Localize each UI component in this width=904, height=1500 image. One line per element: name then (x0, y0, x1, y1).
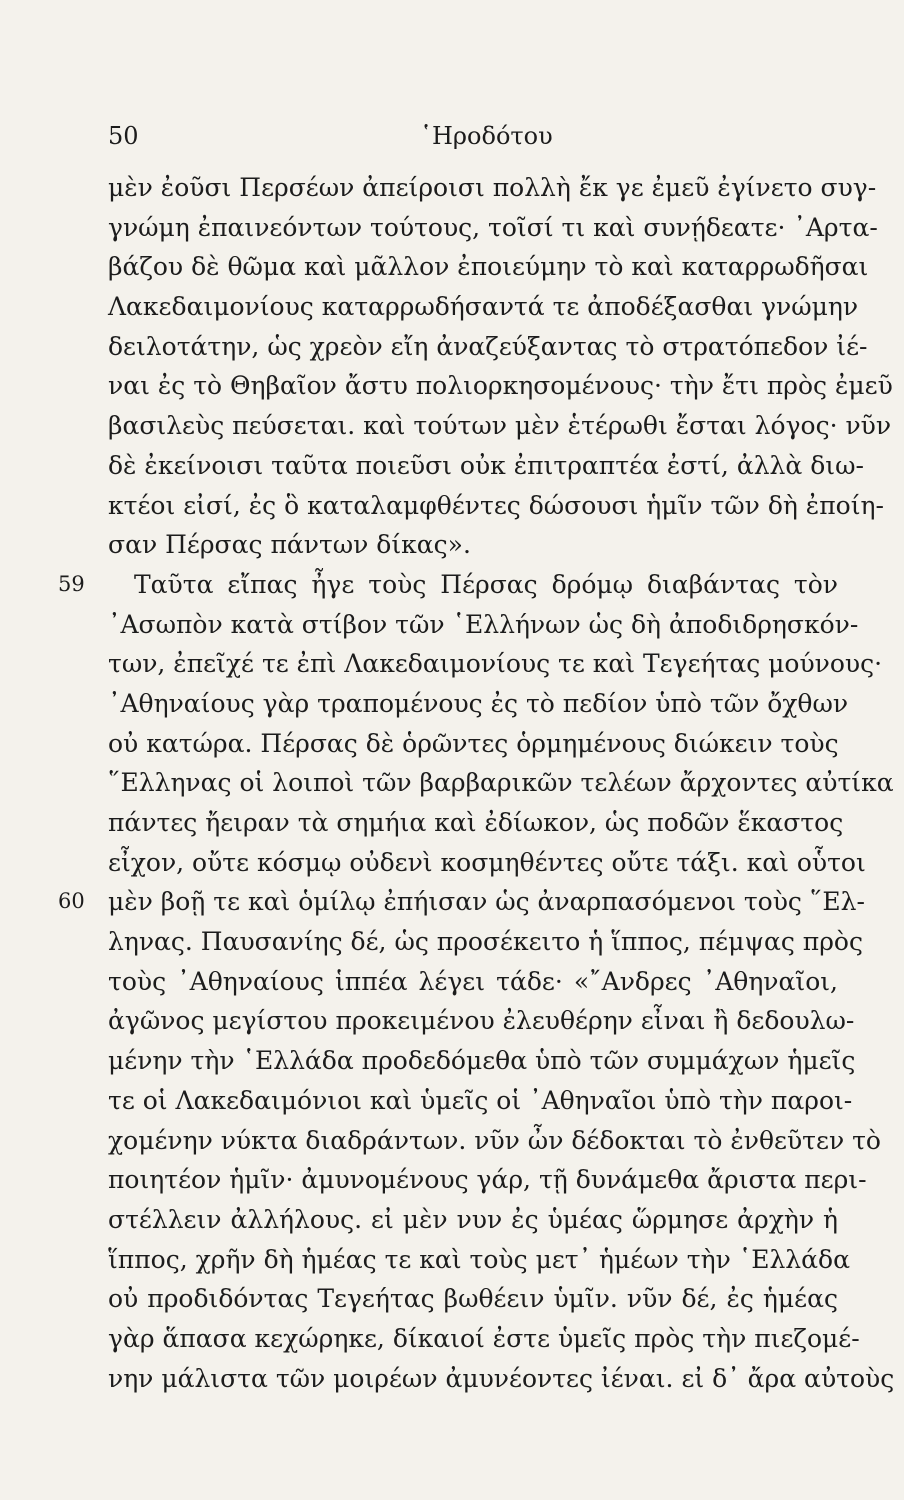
text-line (108, 1359, 895, 1399)
text-line (108, 605, 859, 645)
text-line (108, 168, 877, 208)
text-line (108, 1041, 856, 1081)
line-text: πάντες ἤειραν τὰ σημήια καὶ ἐδίωκον, ὡς ποδῶν ἕκαστος (108, 808, 844, 837)
text-line (108, 1319, 860, 1359)
page-header (108, 122, 838, 162)
text-line (108, 684, 849, 724)
line-text: γνώμη ἐπαινεόντων τούτους, τοῖσί τι καὶ συνῄδεατε· ᾿Αρτα- (108, 212, 878, 242)
text-line (108, 803, 844, 843)
text-line (108, 247, 869, 287)
line-text: ᾿Αθηναίους γὰρ τραπομένους ἐς τὸ πεδίον ὑπὸ τῶν ὄχθων (108, 688, 849, 718)
line-text: τοὺς ᾿Αθηναίους ἱππέα λέγει τάδε· «῎Ανδρες ᾿Αθηναῖοι, (108, 966, 838, 996)
line-text: σαν Πέρσας πάντων δίκας». (108, 530, 471, 560)
running-head: ῾Ηροδότου (420, 122, 553, 150)
line-text: εἶχον, οὔτε κόσμῳ οὐδενὶ κοσμηθέντες οὔτε τάξι. καὶ οὗτοι (108, 847, 866, 877)
chapter-number: 60 (58, 889, 85, 914)
text-line (108, 1200, 838, 1240)
line-text: γὰρ ἅπασα κεχώρηκε, δίκαιοί ἐστε ὑμεῖς πρὸς τὴν πιεζομέ- (108, 1323, 860, 1353)
line-text: Ταῦτα εἴπας ἦγε τοὺς Πέρσας δρόμῳ διαβάντας τὸν (134, 569, 838, 599)
text-line (108, 446, 864, 486)
line-text: ἀγῶνος μεγίστου προκειμένου ἐλευθέρην εἶναι ἢ δεδουλω- (108, 1006, 855, 1036)
line-text: βασιλεὺς πεύσεται. καὶ τούτων μὲν ἑτέρωθι ἔσται λόγος· νῦν (108, 411, 892, 441)
page-number: 50 (108, 122, 139, 150)
line-text: οὐ προδιδόντας Τεγεήτας βωθέειν ὑμῖν. νῦν δέ, ἐς ἡμέας (108, 1284, 838, 1314)
text-line (108, 1240, 850, 1280)
text-line (108, 525, 838, 565)
line-text: ἵππος, χρῆν δὴ ἡμέας τε καὶ τοὺς μετ᾿ ἡμέων τὴν ῾Ελλάδα (108, 1244, 850, 1274)
text-line (108, 287, 859, 327)
text-line (58, 565, 838, 605)
line-text: μὲν ἐοῦσι Περσέων ἀπείροισι πολλὴ ἔκ γε ἐμεῦ ἐγίνετο συγ- (108, 173, 877, 202)
text-line (108, 1279, 838, 1319)
text-line (108, 763, 894, 803)
line-text: νην μάλιστα τῶν μοιρέων ἀμυνέοντες ἰέναι. εἰ δ᾿ ἄρα αὐτοὺς (108, 1363, 895, 1393)
text-line (108, 922, 863, 962)
line-text: βάζου δὲ θῶμα καὶ μᾶλλον ἐποιεύμην τὸ καὶ καταρρωδῆσαι (108, 252, 869, 282)
text-line (108, 208, 878, 248)
line-text: ληνας. Παυσανίης δέ, ὡς προσέκειτο ἡ ἵππος, πέμψας πρὸς (108, 927, 863, 957)
text-line (108, 1121, 881, 1161)
line-text: χομένην νύκτα διαδράντων. νῦν ὦν δέδοκται τὸ ἐνθεῦτεν τὸ (108, 1125, 881, 1155)
text-line (108, 1160, 867, 1200)
line-text: ποιητέον ἡμῖν· ἀμυνομένους γάρ, τῇ δυνάμεθα ἄριστα περι- (108, 1165, 867, 1195)
text-line (108, 962, 838, 1002)
line-text: δειλοτάτην, ὡς χρεὸν εἴη ἀναζεύξαντας τὸ στρατόπεδον ἰέ- (108, 331, 868, 361)
text-line (108, 1001, 855, 1041)
line-text: των, ἐπεῖχέ τε ἐπὶ Λακεδαιμονίους τε καὶ Τεγεήτας μούνους· (108, 649, 883, 679)
chapter-number: 59 (58, 571, 85, 596)
line-text: δὲ ἐκείνοισι ταῦτα ποιεῦσι οὐκ ἐπιτραπτέα ἐστί, ἀλλὰ διω- (108, 450, 864, 480)
line-text: μένην τὴν ῾Ελλάδα προδεδόμεθα ὑπὸ τῶν συμμάχων ἡμεῖς (108, 1046, 856, 1076)
text-line (108, 644, 883, 684)
text-line (108, 366, 893, 406)
line-text: οὐ κατώρα. Πέρσας δὲ ὁρῶντες ὁρμημένους διώκειν τοὺς (108, 728, 839, 758)
line-text: στέλλειν ἀλλήλους. εἰ μὲν νυν ἐς ὑμέας ὥρμησε ἀρχὴν ἡ (108, 1204, 838, 1234)
text-line (108, 406, 892, 446)
line-text: Λακεδαιμονίους καταρρωδήσαντά τε ἀποδέξασθαι γνώμην (108, 292, 859, 322)
text-line (108, 724, 838, 764)
text-line (108, 486, 884, 526)
line-text: ῞Ελληνας οἱ λοιποὶ τῶν βαρβαρικῶν τελέων ἄρχοντες αὐτίκα (108, 768, 894, 798)
line-text: ᾿Ασωπὸν κατὰ στίβον τῶν ῾Ελλήνων ὡς δὴ ἀποδιδρησκόν- (108, 609, 859, 639)
line-text: κτέοι εἰσί, ἐς ὃ καταλαμφθέντες δώσουσι ἡμῖν τῶν δὴ ἐποίη- (108, 490, 884, 520)
body-text (58, 168, 895, 1398)
line-text: μὲν βοῇ τε καὶ ὁμίλῳ ἐπήισαν ὡς ἀναρπασόμενοι τοὺς ῞Ελ- (108, 887, 865, 917)
text-line (108, 1081, 853, 1121)
line-text: ναι ἐς τὸ Θηβαῖον ἄστυ πολιορκησομένους· τὴν ἔτι πρὸς ἐμεῦ (108, 371, 893, 401)
text-line (58, 882, 865, 922)
line-text: τε οἱ Λακεδαιμόνιοι καὶ ὑμεῖς οἱ ᾿Αθηναῖοι ὑπὸ τὴν παροι- (108, 1085, 853, 1115)
text-line (108, 843, 866, 883)
text-line (108, 327, 868, 367)
